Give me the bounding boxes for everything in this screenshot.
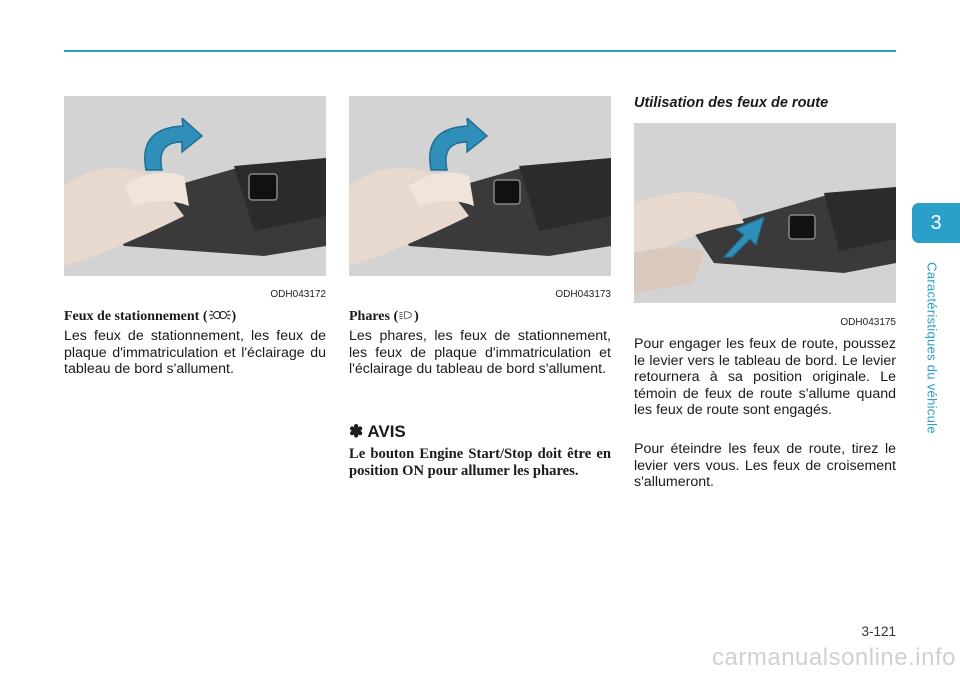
figure-parking-lights [64,96,326,276]
notice-body: Le bouton Engine Start/Stop doit être en position ON pour allumer les phares. [349,446,611,479]
watermark: carmanualsonline.info [712,644,956,671]
headlight-icon [398,308,414,322]
figure-high-beam [634,123,896,303]
section-heading [349,308,419,325]
heading-text: Phares ( [349,309,399,324]
paragraph: Pour éteindre les feux de route, tirez le levier vers vous. Les feux de croisement s'allumeront. [634,441,896,491]
figure-code: ODH043172 [270,289,326,300]
chapter-title: Caractéristiques du véhicule [924,262,940,434]
paragraph: Les feux de stationnement, les feux de plaque d'immatriculation et l'éclairage du tableau de bord s'allument. [64,328,326,378]
parking-light-icon [208,308,232,322]
heading-close: ) [231,309,237,324]
section-heading [64,308,236,325]
chapter-tab: 3 [912,203,960,243]
figure-code: ODH043173 [555,289,611,300]
heading-close: ) [414,309,419,324]
figure-headlights [349,96,611,276]
paragraph: Pour engager les feux de route, poussez le levier vers le tableau de bord. Le levier retournera à sa position originale. Le témoin de feux de route s'allume quand les feux de route sont engagés. [634,336,896,419]
figure-code: ODH043175 [840,317,896,328]
page-number: 3-121 [861,624,896,639]
header-rule [64,50,896,52]
rotate-arrow-icon [423,118,493,178]
rotate-arrow-icon [138,118,208,178]
heading-text: Feux de stationnement ( [64,309,208,324]
push-arrow-icon [720,213,766,259]
paragraph: Les phares, les feux de stationnement, les feux de plaque d'immatriculation et l'éclairage du tableau de bord s'allument. [349,328,611,378]
notice-title: ✽ AVIS [349,422,406,441]
section-heading: Utilisation des feux de route [634,95,829,111]
